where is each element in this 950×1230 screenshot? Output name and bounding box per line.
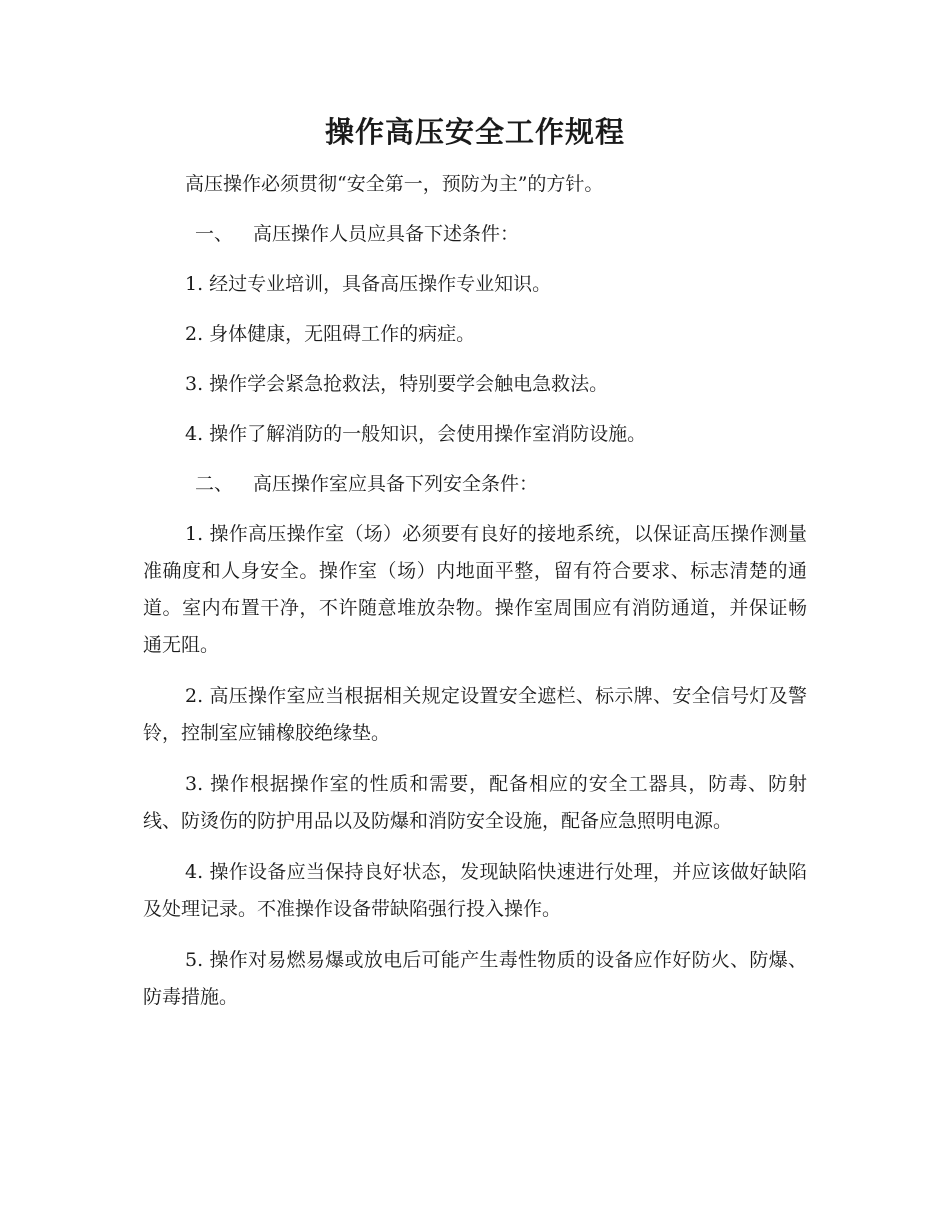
- list-item: 4. 操作了解消防的一般知识，会使用操作室消防设施。: [185, 423, 647, 445]
- body-paragraph: 2. 高压操作室应当根据相关规定设置安全遮栏、标示牌、安全信号灯及警铃，控制室应铺橡胶绝缘垫。: [143, 685, 807, 744]
- body-paragraph: 1. 操作高压操作室（场）必须要有良好的接地系统，以保证高压操作测量准确度和人身安全。操作室（场）内地面平整，留有符合要求、标志清楚的通道。室内布置干净，不许随意堆放杂物。操作室周围应有消防通道，并保证畅通无阻。: [143, 523, 807, 656]
- body-paragraph: 3. 操作根据操作室的性质和需要，配备相应的安全工器具，防毒、防射线、防烫伤的防护用品以及防爆和消防安全设施，配备应急照明电源。: [143, 773, 807, 832]
- list-item: 2. 身体健康，无阻碍工作的病症。: [185, 323, 476, 345]
- section-number-1: 一、: [195, 223, 234, 245]
- section-heading-2: [143, 466, 807, 502]
- list-item: 1. 经过专业培训，具备高压操作专业知识。: [185, 273, 552, 295]
- section-heading-1: [143, 216, 807, 252]
- body-paragraph: 4. 操作设备应当保持良好状态，发现缺陷快速进行处理，并应该做好缺陷及处理记录。不准操作设备带缺陷强行投入操作。: [143, 861, 807, 920]
- list-item: 3. 操作学会紧急抢救法，特别要学会触电急救法。: [185, 373, 609, 395]
- section-number-2: 二、: [195, 473, 234, 495]
- section-heading-text-1: 高压操作人员应具备下述条件：: [253, 223, 520, 245]
- intro-paragraph: 高压操作必须贯彻“安全第一，预防为主”的方针。: [185, 173, 604, 195]
- body-paragraph: 5. 操作对易燃易爆或放电后可能产生毒性物质的设备应作好防火、防爆、防毒措施。: [143, 949, 807, 1008]
- document-title: 操作高压安全工作规程: [324, 115, 625, 149]
- section-heading-text-2: 高压操作室应具备下列安全条件：: [253, 473, 539, 495]
